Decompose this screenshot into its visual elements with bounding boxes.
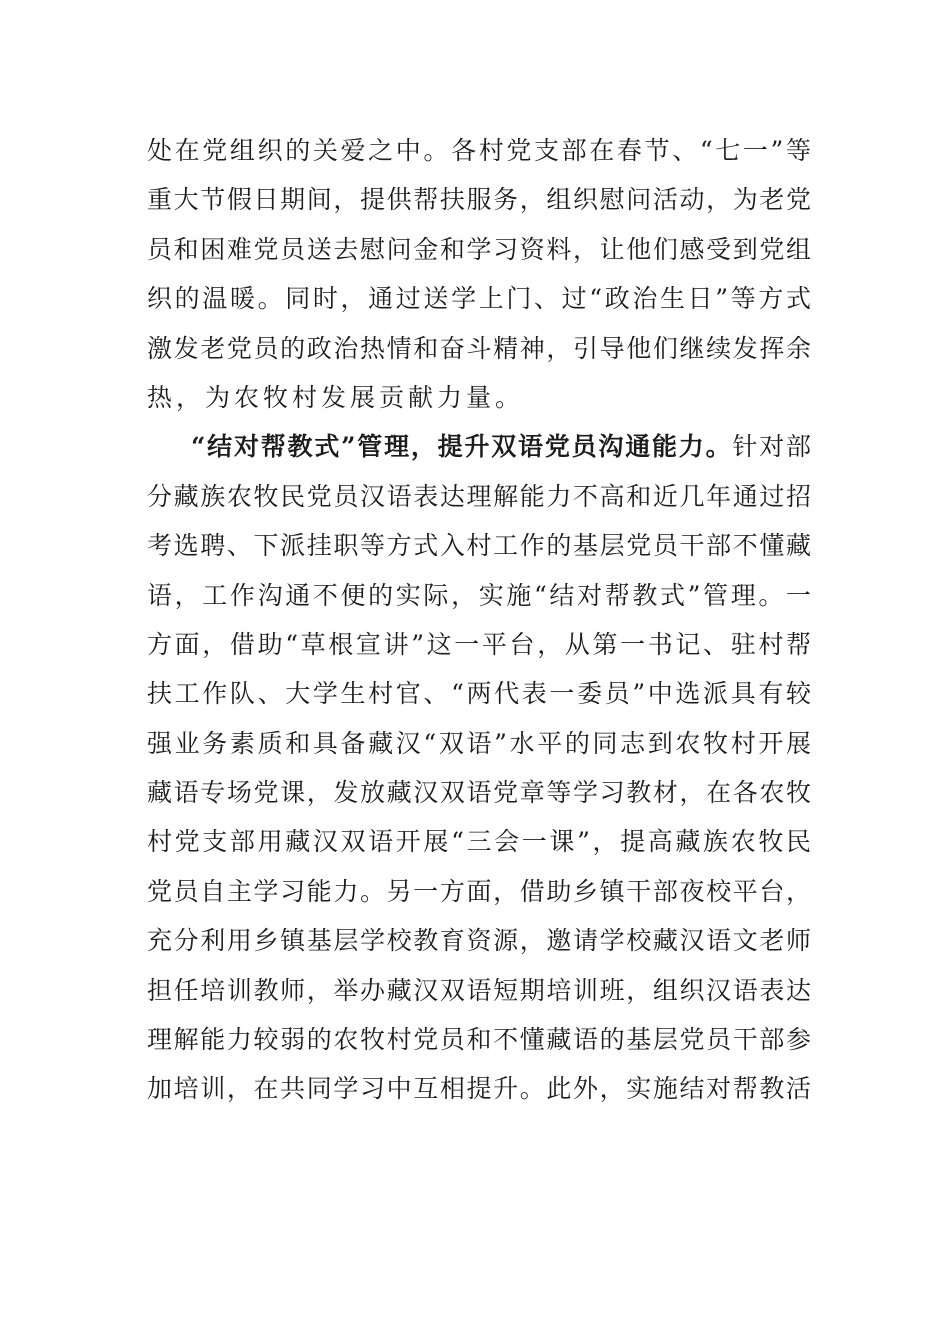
text-line: 理解能力较弱的农牧村党员和不懂藏语的基层党员干部参 [147,1025,811,1055]
text-line: 加培训，在共同学习中互相提升。此外，实施结对帮教活 [147,1074,811,1104]
text-line: 藏语专场党课，发放藏汉双语党章等学习教材，在各农牧 [147,778,811,808]
text-line: 扶工作队、大学生村官、“两代表一委员”中选派具有较 [147,679,811,709]
text-line: 充分利用乡镇基层学校教育资源，邀请学校藏汉语文老师 [147,926,811,956]
text-line: 激发老党员的政治热情和奋斗精神，引导他们继续发挥余 [147,333,811,363]
text-line: 村党支部用藏汉双语开展“三会一课”，提高藏族农牧民 [147,827,811,857]
paragraph-1 [147,126,811,422]
text-line: 分藏族农牧民党员汉语表达理解能力不高和近几年通过招 [147,481,811,511]
text-line: 处在党组织的关爱之中。各村党支部在春节、“七一”等 [147,136,811,165]
body-text [147,126,811,1114]
text-line: 担任培训教师，举办藏汉双语短期培训班，组织汉语表达 [147,975,811,1005]
text-line: 热，为农牧村发展贡献力量。 [147,382,525,412]
paragraph-heading-rest: 针对部 [732,432,811,462]
text-line-first [147,422,811,471]
paragraph-2 [147,422,811,1113]
paragraph-heading: “结对帮教式”管理，提升双语党员沟通能力。 [191,432,733,462]
text-line: 强业务素质和具备藏汉“双语”水平的同志到农牧村开展 [147,728,811,758]
text-line: 方面，借助“草根宣讲”这一平台，从第一书记、驻村帮 [147,629,811,659]
text-line: 党员自主学习能力。另一方面，借助乡镇干部夜校平台， [147,876,811,906]
text-line: 语，工作沟通不便的实际，实施“结对帮教式”管理。一 [147,580,811,610]
text-line: 重大节假日期间，提供帮扶服务，组织慰问活动，为老党 [147,185,811,215]
text-line: 员和困难党员送去慰问金和学习资料，让他们感受到党组 [147,234,811,264]
text-line: 考选聘、下派挂职等方式入村工作的基层党员干部不懂藏 [147,531,811,561]
text-line: 织的温暖。同时，通过送学上门、过“政治生日”等方式 [147,284,811,314]
